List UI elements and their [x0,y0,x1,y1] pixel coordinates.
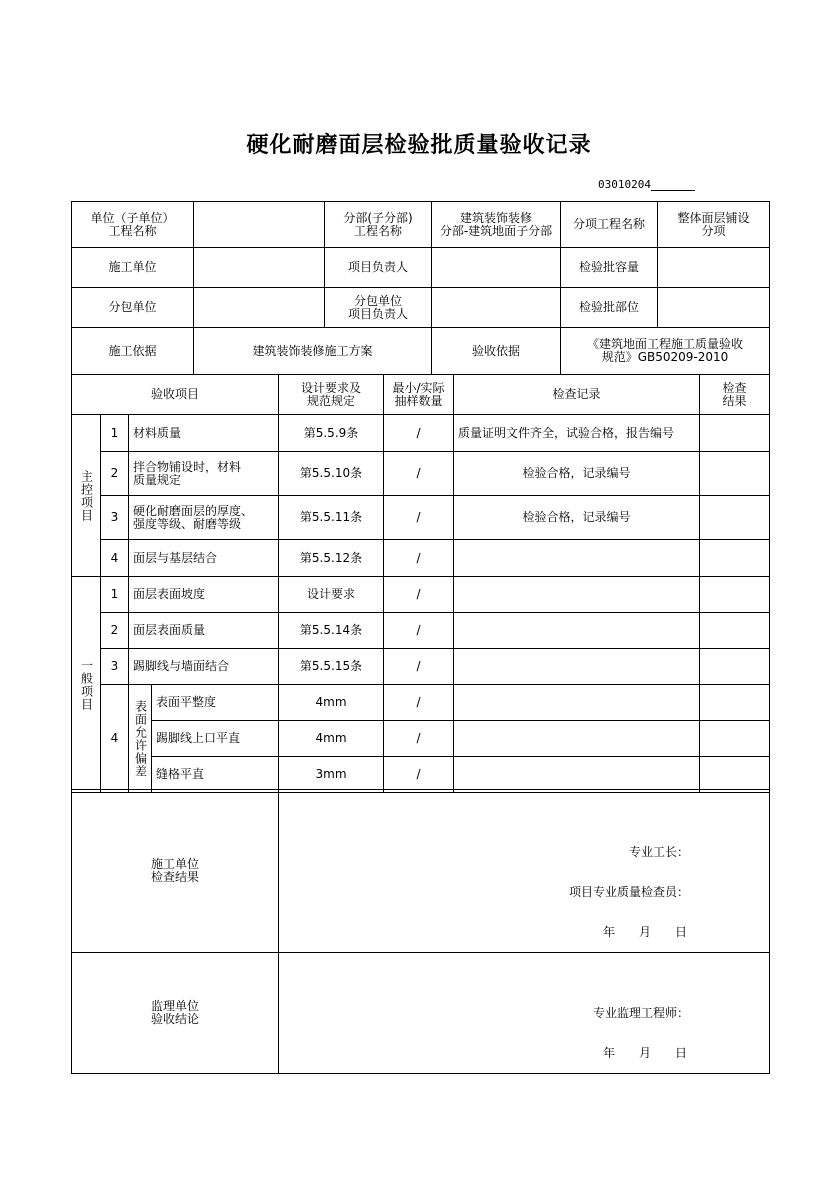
pm-value[interactable] [432,248,561,288]
general-item-no: 1 [101,577,129,613]
supervisor-check-date[interactable]: 年 月 日 [602,1046,687,1060]
division-value[interactable]: 建筑装饰装修 分部-建筑地面子分部 [432,202,561,248]
supervisor-signature[interactable]: 专业监理工程师： [592,1006,689,1020]
deviation-item-name: 表面平整度 [152,685,279,721]
main-item-sample[interactable]: / [384,496,454,540]
deviation-item-spec: 4mm [279,721,384,757]
main-item-result[interactable] [700,415,770,452]
subcontractor-value[interactable] [194,288,325,328]
deviation-item-name: 缝格平直 [152,757,279,793]
general-item-name: 面层表面坡度 [129,577,279,613]
deviation-item-result[interactable] [700,721,770,757]
deviation-item-spec: 4mm [279,685,384,721]
main-item-name: 拌合物铺设时，材料 质量规定 [129,452,279,496]
sub-pm-value[interactable] [432,288,561,328]
main-item-record[interactable]: 质量证明文件齐全，试验合格，报告编号 [454,415,700,452]
deviation-item-record[interactable] [454,721,700,757]
subcontractor-label: 分包单位 [72,288,194,328]
main-item-name: 面层与基层结合 [129,540,279,577]
column-sampling: 最小/实际 抽样数量 [384,375,454,415]
deviation-label: 表面允许偏差 [129,685,152,793]
deviation-item-spec: 3mm [279,757,384,793]
general-item-record[interactable] [454,577,700,613]
subitem-label: 分项工程名称 [561,202,658,248]
main-item-name: 材料质量 [129,415,279,452]
column-item: 验收项目 [72,375,279,415]
main-item-no: 3 [101,496,129,540]
column-design: 设计要求及 规范规定 [279,375,384,415]
basis-label: 施工依据 [72,328,194,375]
general-item-name: 面层表面质量 [129,613,279,649]
main-item-no: 4 [101,540,129,577]
general-item-result[interactable] [700,613,770,649]
unit-label: 单位（子单位） 工程名称 [72,202,194,248]
main-item-no: 2 [101,452,129,496]
main-item-result[interactable] [700,540,770,577]
location-value[interactable] [658,288,770,328]
main-item-record[interactable] [454,540,700,577]
main-item-spec: 第5.5.10条 [279,452,384,496]
pm-label: 项目负责人 [325,248,432,288]
contractor-check-area[interactable] [279,790,770,953]
deviation-no: 4 [101,685,129,793]
general-item-result[interactable] [700,577,770,613]
general-item-no: 3 [101,649,129,685]
general-item-record[interactable] [454,649,700,685]
basis-value[interactable]: 建筑装饰装修施工方案 [194,328,432,375]
deviation-item-sample[interactable]: / [384,685,454,721]
form-code-blank[interactable] [651,178,695,191]
column-record: 检查记录 [454,375,700,415]
acceptance-basis-value[interactable]: 《建筑地面工程施工质量验收 规范》GB50209-2010 [561,328,770,375]
main-item-spec: 第5.5.12条 [279,540,384,577]
main-item-sample[interactable]: / [384,415,454,452]
main-item-result[interactable] [700,452,770,496]
contractor-check-label: 施工单位 检查结果 [72,790,279,953]
form-code-number: 03010204 [598,178,651,191]
division-label: 分部(子分部) 工程名称 [325,202,432,248]
general-item-result[interactable] [700,649,770,685]
general-item-name: 踢脚线与墙面结合 [129,649,279,685]
main-item-record[interactable]: 检验合格，记录编号 [454,496,700,540]
main-item-no: 1 [101,415,129,452]
main-group-label: 主控项目 [72,415,101,577]
supervisor-check-label: 监理单位 验收结论 [72,953,279,1074]
deviation-item-sample[interactable]: / [384,721,454,757]
location-label: 检验批部位 [561,288,658,328]
column-result: 检查 结果 [700,375,770,415]
contractor-label: 施工单位 [72,248,194,288]
header-table [71,201,770,375]
general-item-no: 2 [101,613,129,649]
unit-value[interactable] [194,202,325,248]
main-item-sample[interactable]: / [384,452,454,496]
main-item-name: 硬化耐磨面层的厚度、 强度等级、耐磨等级 [129,496,279,540]
deviation-item-name: 踢脚线上口平直 [152,721,279,757]
capacity-value[interactable] [658,248,770,288]
general-item-spec: 第5.5.14条 [279,613,384,649]
subitem-value[interactable]: 整体面层铺设 分项 [658,202,770,248]
deviation-item-record[interactable] [454,757,700,793]
general-item-record[interactable] [454,613,700,649]
acceptance-basis-label: 验收依据 [432,328,561,375]
inspection-table [71,374,770,793]
foreman-signature[interactable]: 专业工长： [628,845,689,859]
main-item-record[interactable]: 检验合格，记录编号 [454,452,700,496]
general-item-spec: 第5.5.15条 [279,649,384,685]
main-item-result[interactable] [700,496,770,540]
general-item-sample[interactable]: / [384,613,454,649]
supervisor-check-area[interactable] [279,953,770,1074]
sub-pm-label: 分包单位 项目负责人 [325,288,432,328]
form-code [598,178,695,191]
general-item-spec: 设计要求 [279,577,384,613]
general-item-sample[interactable]: / [384,577,454,613]
deviation-item-result[interactable] [700,757,770,793]
capacity-label: 检验批容量 [561,248,658,288]
deviation-item-sample[interactable]: / [384,757,454,793]
signoff-table [71,789,770,1074]
main-item-spec: 第5.5.11条 [279,496,384,540]
main-item-spec: 第5.5.9条 [279,415,384,452]
page-title: 硬化耐磨面层检验批质量验收记录 [246,132,592,158]
deviation-item-result[interactable] [700,685,770,721]
contractor-value[interactable] [194,248,325,288]
general-item-sample[interactable]: / [384,649,454,685]
contractor-check-date[interactable]: 年 月 日 [602,925,687,939]
general-group-label: 一般项目 [72,577,101,793]
main-item-sample[interactable]: / [384,540,454,577]
deviation-item-record[interactable] [454,685,700,721]
inspector-signature[interactable]: 项目专业质量检查员： [568,885,689,899]
